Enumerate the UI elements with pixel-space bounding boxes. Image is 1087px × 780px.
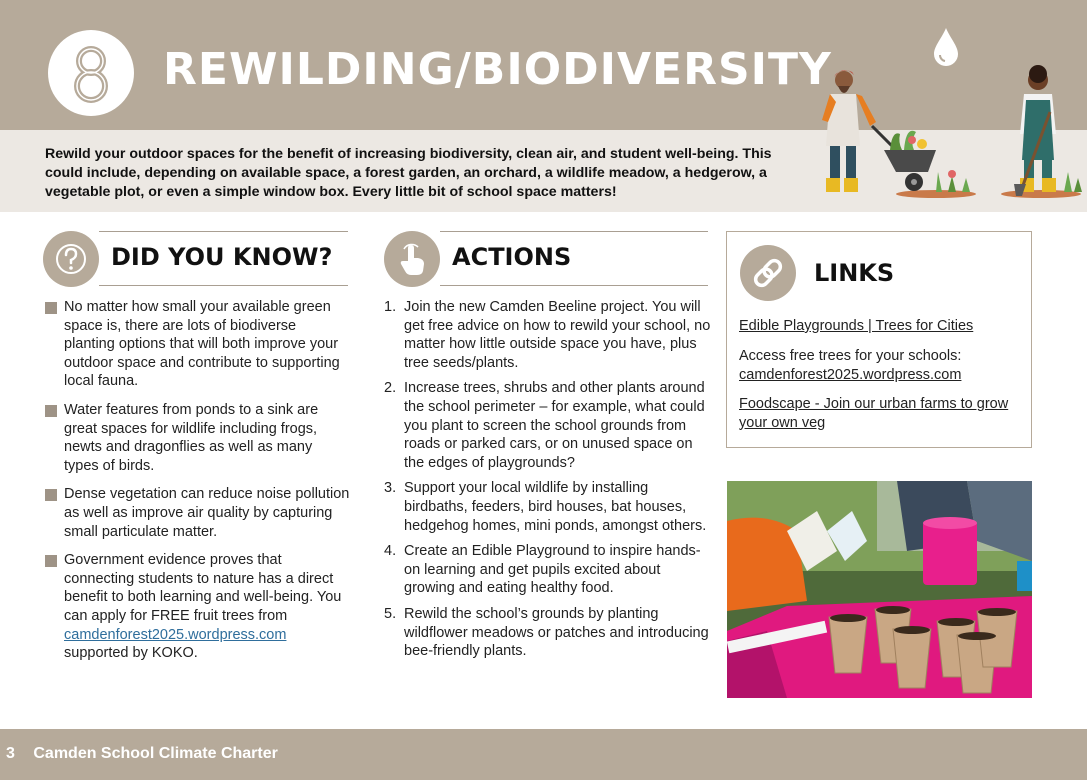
- actions-title: ACTIONS: [452, 243, 572, 271]
- chain-link-icon: [740, 245, 796, 301]
- divider: [440, 231, 708, 232]
- list-item: 2. Increase trees, shrubs and other plants around the school perimeter – for example, what could you plant to screen the school grounds from roads or parked cars, or on unused space on the edges of playgrounds?: [384, 380, 705, 471]
- list-item: Government evidence proves that connecting students to nature has a direct benefit to both learning and well-being. You can apply for FREE fruit trees from camdenforest2025.wordpress.com supported by KOKO.: [45, 551, 350, 663]
- page-title: REWILDING/BIODIVERSITY: [163, 44, 832, 95]
- list-item: 1. Join the new Camden Beeline project. You will get free advice on how to rewild your school, no matter how little outside space you have, plus tree seeds/plants.: [384, 299, 711, 371]
- did-you-know-list: [45, 298, 350, 673]
- footer: [6, 745, 278, 763]
- divider: [99, 285, 348, 286]
- list-item: 4. Create an Edible Playground to inspire hands-on learning and get pupils excited about growing and eating healthy food.: [384, 543, 701, 597]
- page-number: 3: [6, 745, 15, 762]
- actions-list: [384, 298, 714, 668]
- did-you-know-header: [43, 231, 348, 287]
- footer-title: Camden School Climate Charter: [33, 745, 278, 762]
- list-item: Water features from ponds to a sink are great spaces for wildlife including frogs, newts and dragonflies as well as many types of birds.: [45, 401, 350, 475]
- question-icon: [43, 231, 99, 287]
- bullet-square-icon: [45, 302, 57, 314]
- camdenforest-link[interactable]: camdenforest2025.wordpress.com: [64, 626, 287, 643]
- divider: [440, 285, 708, 286]
- bullet-square-icon: [45, 555, 57, 567]
- list-item: No matter how small your available green space is, there are lots of biodiverse planting options that will both improve your outdoor space and contribute to supporting local fauna.: [45, 298, 350, 391]
- camdenforest-link-2[interactable]: camdenforest2025.wordpress.com: [739, 367, 962, 383]
- links-panel: [726, 231, 1032, 448]
- access-trees-label: Access free trees for your schools:: [739, 348, 962, 364]
- did-you-know-title: DID YOU KNOW?: [111, 243, 333, 271]
- bullet-square-icon: [45, 489, 57, 501]
- list-item: 3. Support your local wildlife by installing birdbaths, feeders, bird houses, bat houses, hedgehog homes, mini ponds, amongst others.: [384, 480, 707, 534]
- links-title: LINKS: [814, 259, 895, 287]
- list-item: 5. Rewild the school’s grounds by planting wildflower meadows or patches and introducing bee-friendly plants.: [384, 605, 709, 660]
- intro-text: Rewild your outdoor spaces for the benefit of increasing biodiversity, clean air, and student well-being. This could include, depending on available space, a forest garden, an orchard, a wildlife meadow, a hedgerow, a vegetable plot, or even a simple window box. Every little bit of school space matters!: [45, 146, 772, 200]
- divider: [99, 231, 348, 232]
- section-number-badge: [48, 30, 134, 116]
- foodscape-link[interactable]: Foodscape - Join our urban farms to grow your own veg: [739, 396, 1009, 431]
- edible-playgrounds-link[interactable]: Edible Playgrounds | Trees for Cities: [739, 318, 974, 334]
- gardeners-illustration: [786, 60, 1086, 205]
- list-item: Dense vegetation can reduce noise pollution as well as improve air quality by capturing small particulate matter.: [45, 485, 350, 541]
- number-eight-icon: [48, 30, 134, 116]
- links-header: [740, 245, 990, 301]
- actions-header: [384, 231, 709, 287]
- hand-pointer-icon: [384, 231, 440, 287]
- seedlings-photo: [727, 481, 1032, 698]
- bullet-square-icon: [45, 405, 57, 417]
